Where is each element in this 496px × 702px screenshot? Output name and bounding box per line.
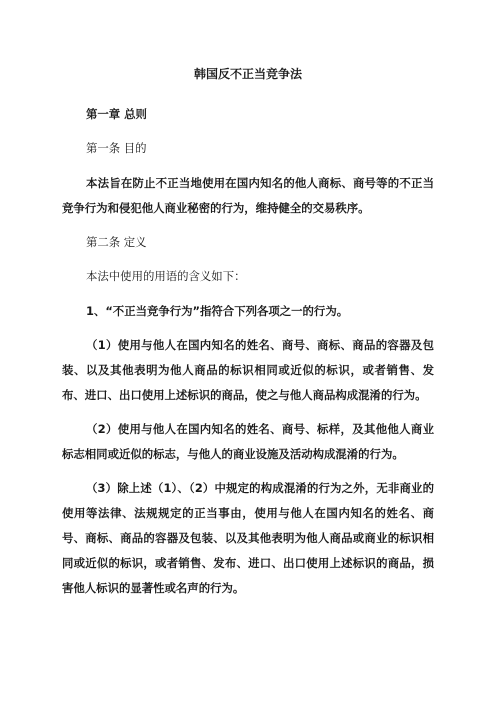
chapter-heading: 第一章 总则 <box>86 107 147 121</box>
definition-subitem: （3）除上述（1）、（2）中规定的构成混淆的行为之外，无非商业的使用等法律、法规规定的正当事由，使用与他人在国内知名的姓名、商号、商标、商品的容器及包装、以及其他表明为他人商品或商业的标识相同或近似的标识，或者销售、发布、进口、出口使用上述标识的商品，损害他人标识的显著性或名声的行为。 <box>62 481 434 595</box>
definition-subitem: （2）使用与他人在国内知名的姓名、商号、标样，及其他他人商业标志相同或近似的标志，与他人的商业设施及活动构成混淆的行为。 <box>62 422 434 461</box>
article-heading: 第二条 定义 <box>86 234 147 249</box>
definition-intro: 本法中使用的用语的含义如下： <box>86 269 246 284</box>
definition-item: 1、“不正当竞争行为”指符合下列各项之一的行为。 <box>86 303 349 318</box>
article-body: 本法旨在防止不正当地使用在国内知名的他人商标、商号等的不正当竞争行为和侵犯他人商业秘密的行为，维持健全的交易秩序。 <box>62 175 434 215</box>
document-title: 韩国反不正当竞争法 <box>193 67 302 81</box>
article-heading: 第一条 目的 <box>86 141 147 156</box>
definition-subitem: （1）使用与他人在国内知名的姓名、商号、商标、商品的容器及包装、以及其他表明为他人商品的标识相同或近似的标识，或者销售、发布、进口、出口使用上述标识的商品，使之与他人商品构成混淆的行为。 <box>62 338 434 402</box>
